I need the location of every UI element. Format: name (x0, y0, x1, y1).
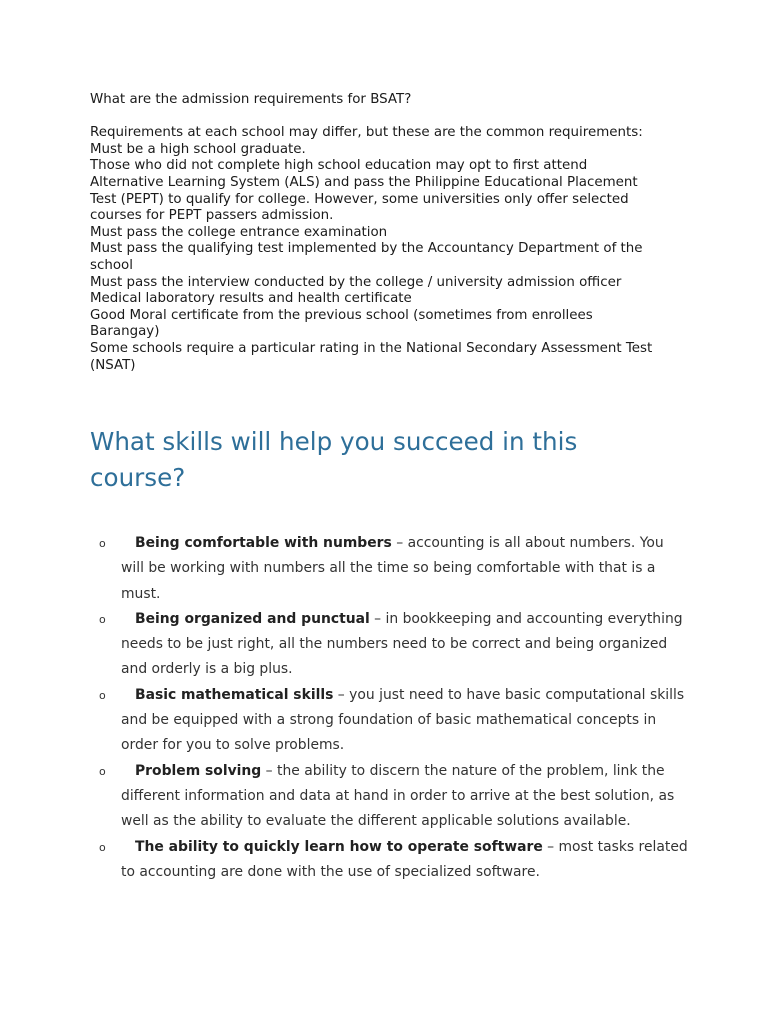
requirements-text (90, 125, 690, 374)
requirement-line: Must pass the interview conducted by the college / university admission officer (90, 274, 622, 290)
requirement-line: Must pass the college entrance examination (90, 224, 388, 240)
requirement-line: Those who did not complete high school education may opt to first attend (90, 158, 588, 174)
admission-question: What are the admission requirements for BSAT? (90, 92, 412, 107)
skill-description: – in bookkeeping and accounting everything needs to be just right, all the numbers need to be correct and being organized and orderly is a big plus. (121, 610, 683, 678)
requirement-line: (NSAT) (90, 357, 136, 373)
skill-description: – most tasks related to accounting are done with the use of specialized software. (121, 838, 688, 880)
skill-item (90, 835, 690, 886)
circle-bullet-icon: o (99, 840, 106, 854)
skill-item (90, 531, 690, 607)
skill-title: Being comfortable with numbers (135, 535, 392, 551)
skill-title: Problem solving (135, 762, 262, 779)
circle-bullet-icon: o (99, 764, 106, 778)
skill-title: Basic mathematical skills (135, 686, 334, 703)
requirement-line: Must pass the qualifying test implemented by the Accountancy Department of the (90, 241, 643, 257)
requirement-line: Test (PEPT) to qualify for college. However, some universities only offer selected (90, 191, 629, 207)
skills-heading: What skills will help you succeed in this course? (90, 427, 578, 492)
admission-requirements-section (90, 92, 690, 374)
skill-item (90, 607, 690, 683)
requirement-line: Requirements at each school may differ, but these are the common requirements: (90, 125, 643, 141)
requirement-line: Barangay) (90, 324, 160, 340)
skill-description: – the ability to discern the nature of the problem, link the different information and data at hand in order to arrive at the best solution, as well as the ability to evaluate the different applicable solutions available. (121, 762, 675, 830)
requirement-line: Alternative Learning System (ALS) and pass the Philippine Educational Placement (90, 174, 638, 190)
skill-description: – accounting is all about numbers. You will be working with numbers all the time so being comfortable with that is a must. (121, 535, 664, 602)
circle-bullet-icon: o (99, 537, 106, 550)
skills-list (90, 531, 690, 885)
requirement-line: Medical laboratory results and health certificate (90, 291, 412, 307)
requirement-line: Some schools require a particular rating in the National Secondary Assessment Test (90, 340, 653, 356)
circle-bullet-icon: o (99, 688, 106, 702)
circle-bullet-icon: o (99, 612, 106, 626)
document-body (90, 92, 690, 374)
requirement-line: school (90, 257, 133, 273)
skill-item (90, 683, 690, 759)
skill-item (90, 759, 690, 835)
skill-description: – you just need to have basic computational skills and be equipped with a strong foundation of basic mathematical concepts in order for you to solve problems. (121, 686, 685, 754)
skill-title: Being organized and punctual (135, 610, 370, 627)
requirement-line: Good Moral certificate from the previous school (sometimes from enrollees (90, 307, 593, 323)
requirement-line: courses for PEPT passers admission. (90, 208, 334, 224)
skill-title: The ability to quickly learn how to operate software (135, 838, 543, 855)
requirement-line: Must be a high school graduate. (90, 141, 306, 157)
